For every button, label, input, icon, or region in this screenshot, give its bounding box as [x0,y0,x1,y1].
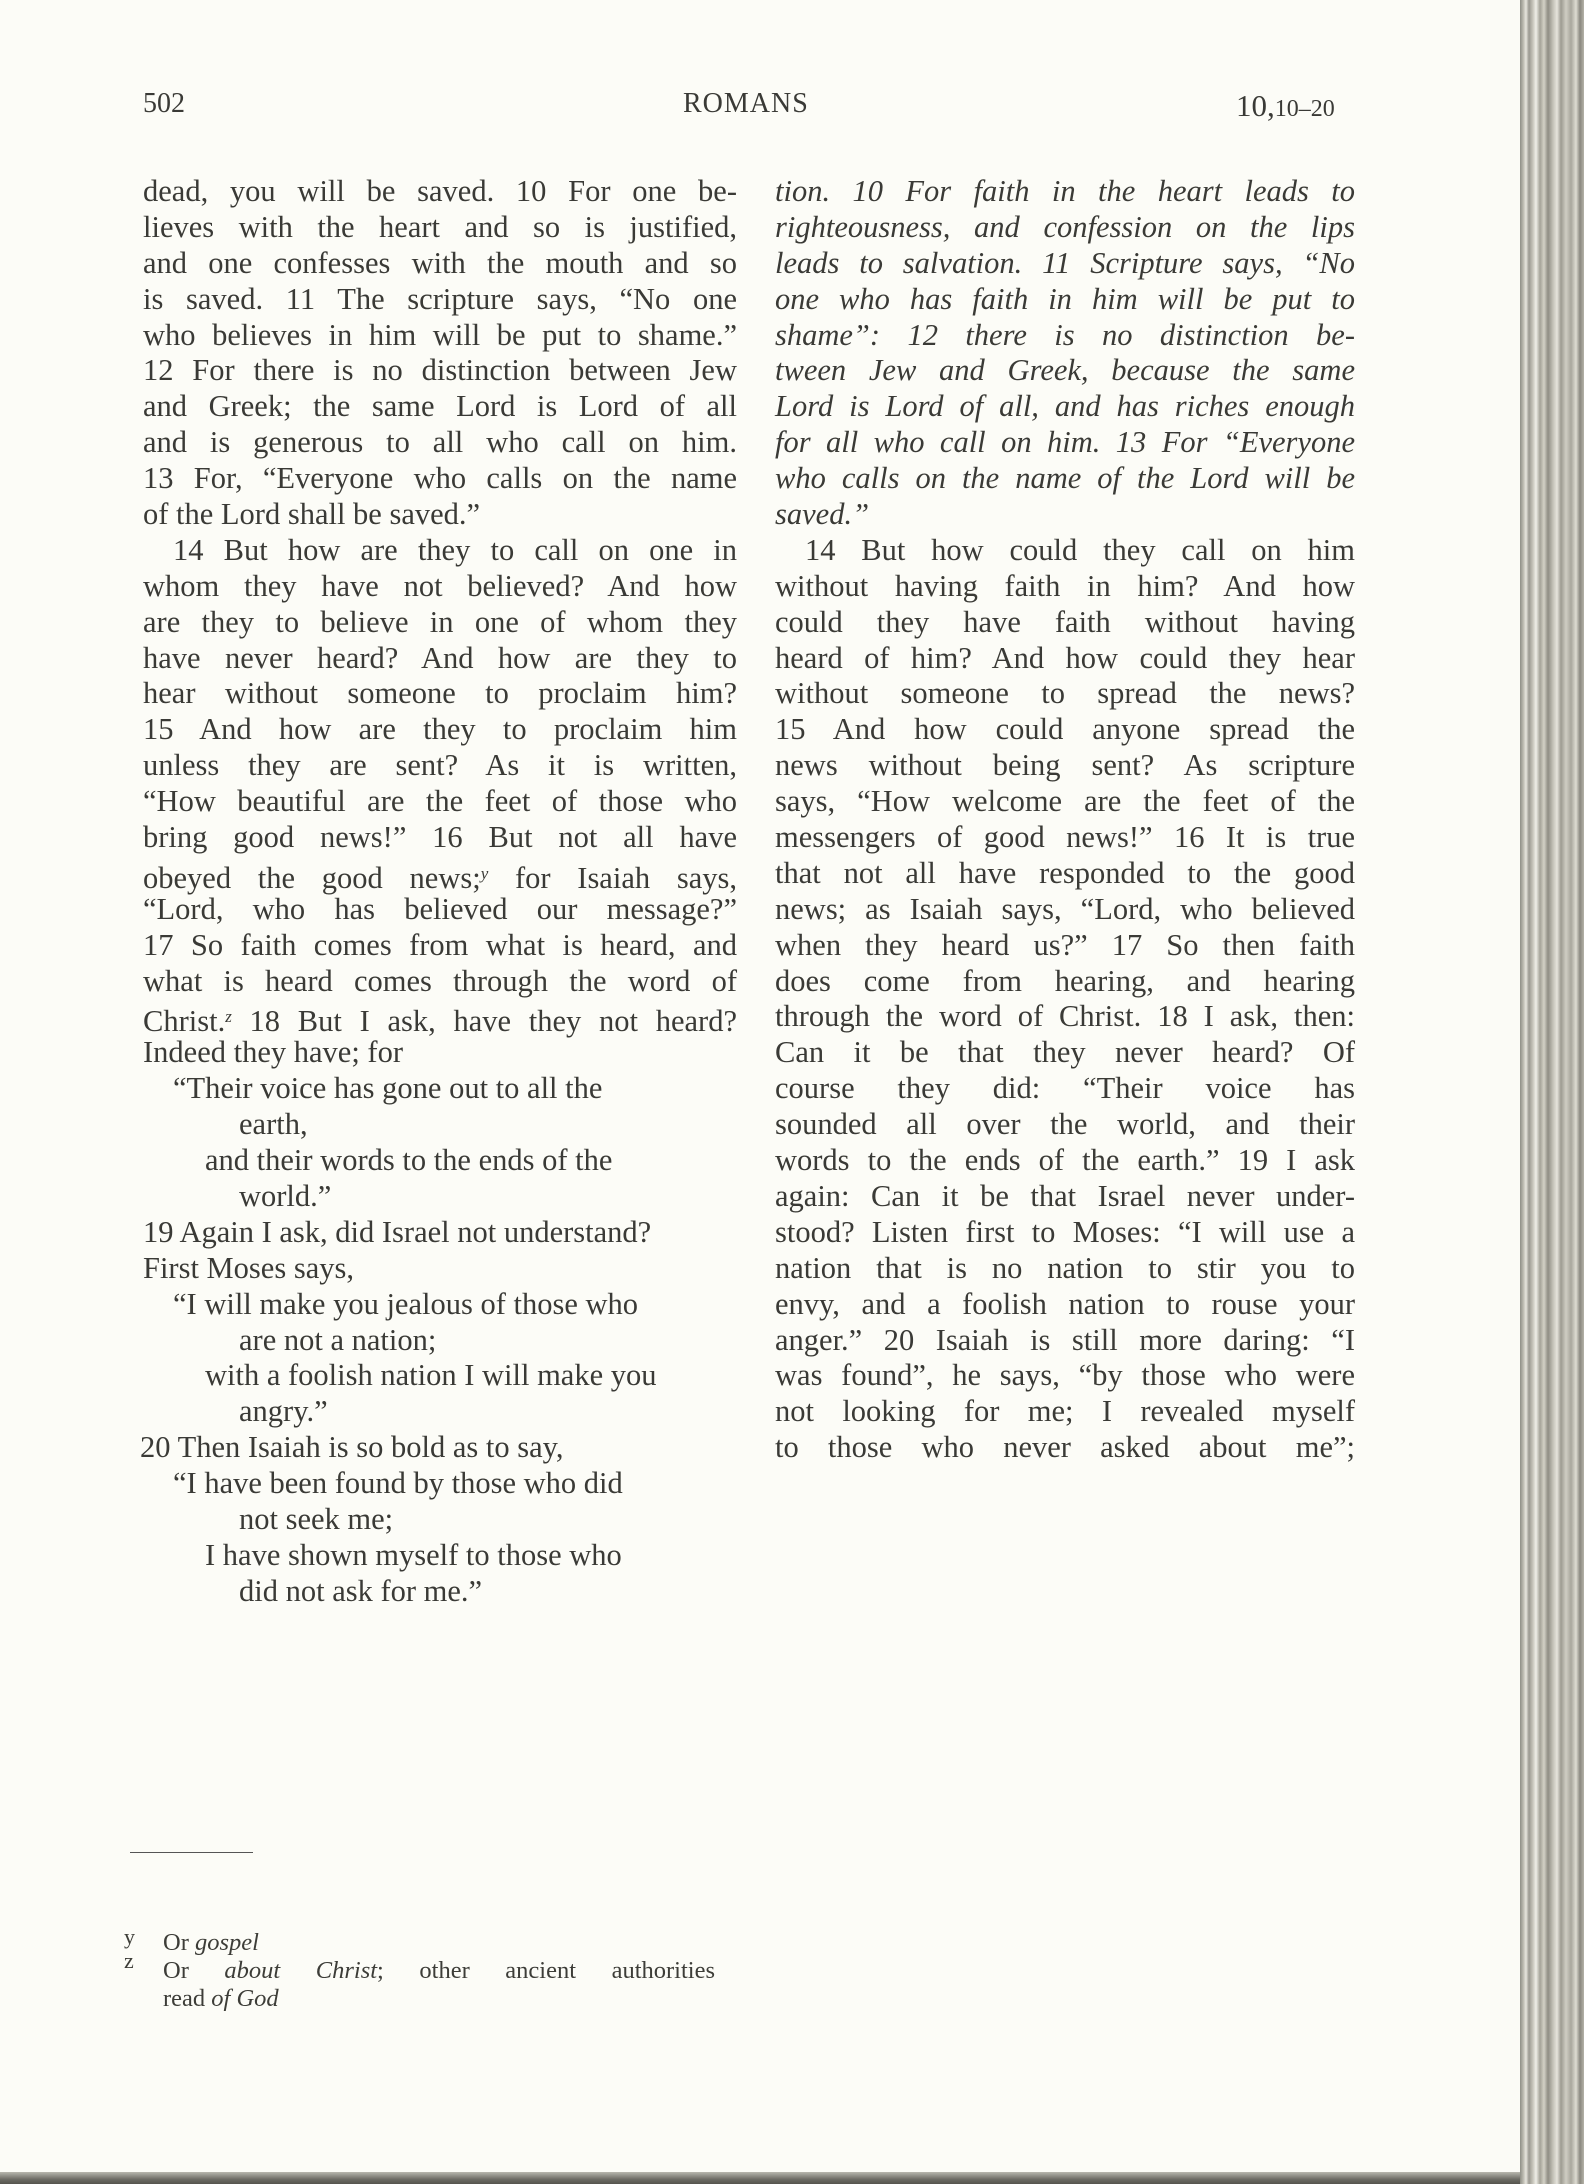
text-line: to those who never asked about me”; [775,1430,1355,1465]
text-line: world.” [239,1178,332,1213]
text-line: news without being sent? As scripture [775,748,1355,783]
text-line: 14 But how could they call on him [805,532,1355,567]
text-line: Indeed they have; for [143,1035,403,1070]
text-line: dead, you will be saved. 10 For one be- [143,174,737,208]
chapter-number: 10, [1236,88,1275,123]
footnote-reference[interactable]: y [480,863,489,883]
text-line: sounded all over the world, and their [775,1107,1355,1142]
text-line: Christ.$^z$ 18 But I ask, have they not heard? [143,1004,737,1039]
page-bottom-shadow [0,2172,1520,2184]
footnote-y: Or gospel [163,1929,259,1956]
book-page-edges [1520,0,1584,2184]
text-line: is saved. 11 The scripture says, “No one [143,281,737,316]
text-line: I have shown myself to those who [205,1537,622,1572]
text-line: righteousness, and confession on the lips [775,209,1355,244]
text-line: angry.” [239,1394,328,1429]
text-line: 19 Again I ask, did Israel not understand? [143,1214,652,1249]
left-column-nrsv-text [140,174,737,1610]
text-line: who calls on the name of the Lord will be [775,461,1355,496]
page-gutter [1490,0,1520,2184]
text-line: without someone to spread the news? [775,676,1355,711]
text-line: who believes in him will be put to shame.” [143,317,737,352]
text-line: 14 But how are they to call on one in [173,532,737,567]
text-line: one who has faith in him will be put to [775,281,1355,316]
text-line: “Lord, who has believed our message?” [143,891,737,926]
text-line: “I have been found by those who did [173,1466,623,1501]
text-line: whom they have not believed? And how [143,568,737,603]
text-line: messengers of good news!” 16 It is true [775,820,1355,855]
text-line: and is generous to all who call on him. [143,425,737,460]
text-line: 15 And how could anyone spread the [775,712,1355,747]
text-line: hear without someone to proclaim him? [143,676,737,711]
footnote-reference[interactable]: z [225,1007,232,1027]
text-line: does come from hearing, and hearing [775,963,1355,998]
footnote-mark-z: z [124,1948,134,1973]
text-line: saved.” [775,497,870,532]
chapter-verse-reference [1236,88,1335,124]
text-line: leads to salvation. 11 Scripture says, “No [775,245,1355,280]
text-line: unless they are sent? As it is written, [143,748,737,783]
footnote-separator [130,1852,253,1853]
text-line: anger.” 20 Isaiah is still more daring: “I [775,1322,1355,1357]
text-line: 20 Then Isaiah is so bold as to say, [140,1430,564,1465]
text-line: words to the ends of the earth.” 19 I ask [775,1143,1355,1178]
footnote-z-line2: read of God [163,1985,279,2012]
footnote-mark-y: y [124,1924,135,1949]
text-line: 15 And how are they to proclaim him [143,712,737,747]
text-line: says, “How welcome are the feet of the [775,784,1355,819]
text-line: lieves with the heart and so is justified, [143,209,737,244]
text-line: and their words to the ends of the [205,1143,613,1178]
text-line: heard of him? And how could they hear [775,640,1355,675]
text-line: again: Can it be that Israel never under- [775,1178,1355,1213]
text-line: “Their voice has gone out to all the [173,1071,603,1106]
text-line: of the Lord shall be saved.” [143,497,481,532]
text-line: tween Jew and Greek, because the same [775,353,1355,388]
text-line: could they have faith without having [775,604,1355,639]
page-number: 502 [143,88,185,119]
text-line: shame”: 12 there is no distinction be- [775,317,1355,352]
text-line: are not a nation; [239,1322,437,1357]
text-line: not looking for me; I revealed myself [775,1394,1355,1429]
text-line: nation that is no nation to stir you to [775,1250,1355,1285]
text-line: news; as Isaiah says, “Lord, who believed [775,891,1355,926]
text-line: through the word of Christ. 18 I ask, then: [775,999,1355,1034]
text-line: without having faith in him? And how [775,568,1355,603]
right-column-translation-text [775,174,1355,1466]
text-line: tion. 10 For faith in the heart leads to [775,174,1355,208]
text-line: when they heard us?” 17 So then faith [775,927,1355,962]
text-line: envy, and a foolish nation to rouse your [775,1286,1355,1321]
text-line: was found”, he says, “by those who were [775,1358,1355,1393]
text-line: have never heard? And how are they to [143,640,737,675]
text-line: 12 For there is no distinction between Jew [143,353,737,388]
text-line: obeyed the good news;$^y$ for Isaiah says, [143,860,737,895]
text-line: First Moses says, [143,1250,354,1285]
text-line: did not ask for me.” [239,1573,483,1608]
text-line: “How beautiful are the feet of those who [143,784,737,819]
text-line: are they to believe in one of whom they [143,604,737,639]
text-line: earth, [239,1107,308,1142]
text-line: bring good news!” 16 But not all have [143,820,737,855]
text-line: 13 For, “Everyone who calls on the name [143,461,737,496]
text-line: and Greek; the same Lord is Lord of all [143,389,737,424]
text-line: “I will make you jealous of those who [173,1286,639,1321]
text-line: and one confesses with the mouth and so [143,245,737,280]
text-line: what is heard comes through the word of [143,963,737,998]
text-line: with a foolish nation I will make you [205,1358,657,1393]
text-line: Can it be that they never heard? Of [775,1035,1355,1070]
text-line: course they did: “Their voice has [775,1071,1355,1106]
text-line: that not all have responded to the good [775,855,1355,890]
verse-range: 10–20 [1274,96,1335,122]
text-line: Lord is Lord of all, and has riches enough [775,389,1355,424]
text-line: stood? Listen first to Moses: “I will use a [775,1214,1355,1249]
text-line: 17 So faith comes from what is heard, and [143,927,737,962]
running-head-title: ROMANS [683,88,809,119]
footnote-z-line1: Or about Christ; other ancient authorities [163,1957,715,1984]
text-line: for all who call on him. 13 For “Everyone [775,425,1355,460]
text-line: not seek me; [239,1501,394,1536]
